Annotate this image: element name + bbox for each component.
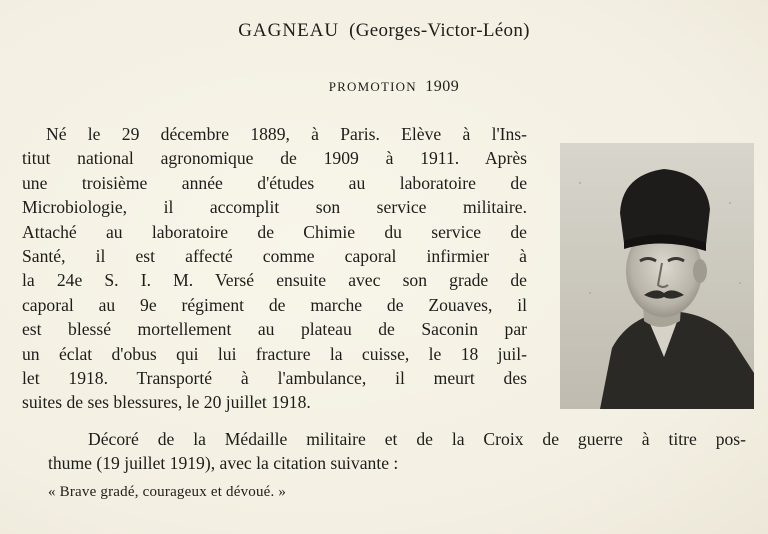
surname: GAGNEAU — [238, 20, 340, 41]
given-names: (Georges-Victor-Léon) — [349, 20, 530, 41]
biography-paragraph — [22, 122, 527, 415]
bio-line: une troisième année d'études au laboratoire de — [22, 172, 527, 193]
bio-line: est blessé mortellement au plateau de Saconin par — [22, 319, 527, 340]
bio-line: Santé, il est affecté comme caporal infirmier à — [22, 246, 527, 267]
bio-line: Né le 29 décembre 1889, à Paris. Elève à l'Ins- — [46, 124, 527, 144]
bio-line: suites de ses blessures, le 20 juillet 1918. — [22, 392, 311, 413]
bio-line: Attaché au laboratoire de Chimie du service de — [22, 221, 527, 242]
bio-line: la 24e S. I. M. Versé ensuite avec son grade de — [22, 270, 527, 291]
bio-line: let 1918. Transporté à l'ambulance, il meurt des — [22, 368, 527, 389]
decoration-line: Décoré de la Médaille militaire et de la Croix de guerre à titre pos- — [88, 429, 746, 449]
portrait-photo — [560, 143, 754, 409]
decoration-paragraph — [48, 427, 746, 476]
citation-quote: « Brave gradé, courageux et dévoué. » — [48, 484, 287, 500]
bio-line: caporal au 9e régiment de marche de Zouaves, il — [22, 294, 527, 315]
bio-line: un éclat d'obus qui lui fracture la cuisse, le 18 juil- — [22, 343, 527, 364]
portrait-image — [560, 143, 754, 409]
bio-line: titut national agronomique de 1909 à 1911. Après — [22, 148, 527, 169]
decoration-line: thume (19 juillet 1919), avec la citation suivante : — [48, 453, 399, 474]
promotion-label: PROMOTION — [328, 79, 417, 94]
page-title — [0, 20, 768, 42]
promotion-year: 1909 — [425, 78, 460, 95]
promotion-heading — [0, 78, 768, 96]
bio-line: Microbiologie, il accomplit son service militaire. — [22, 197, 527, 218]
